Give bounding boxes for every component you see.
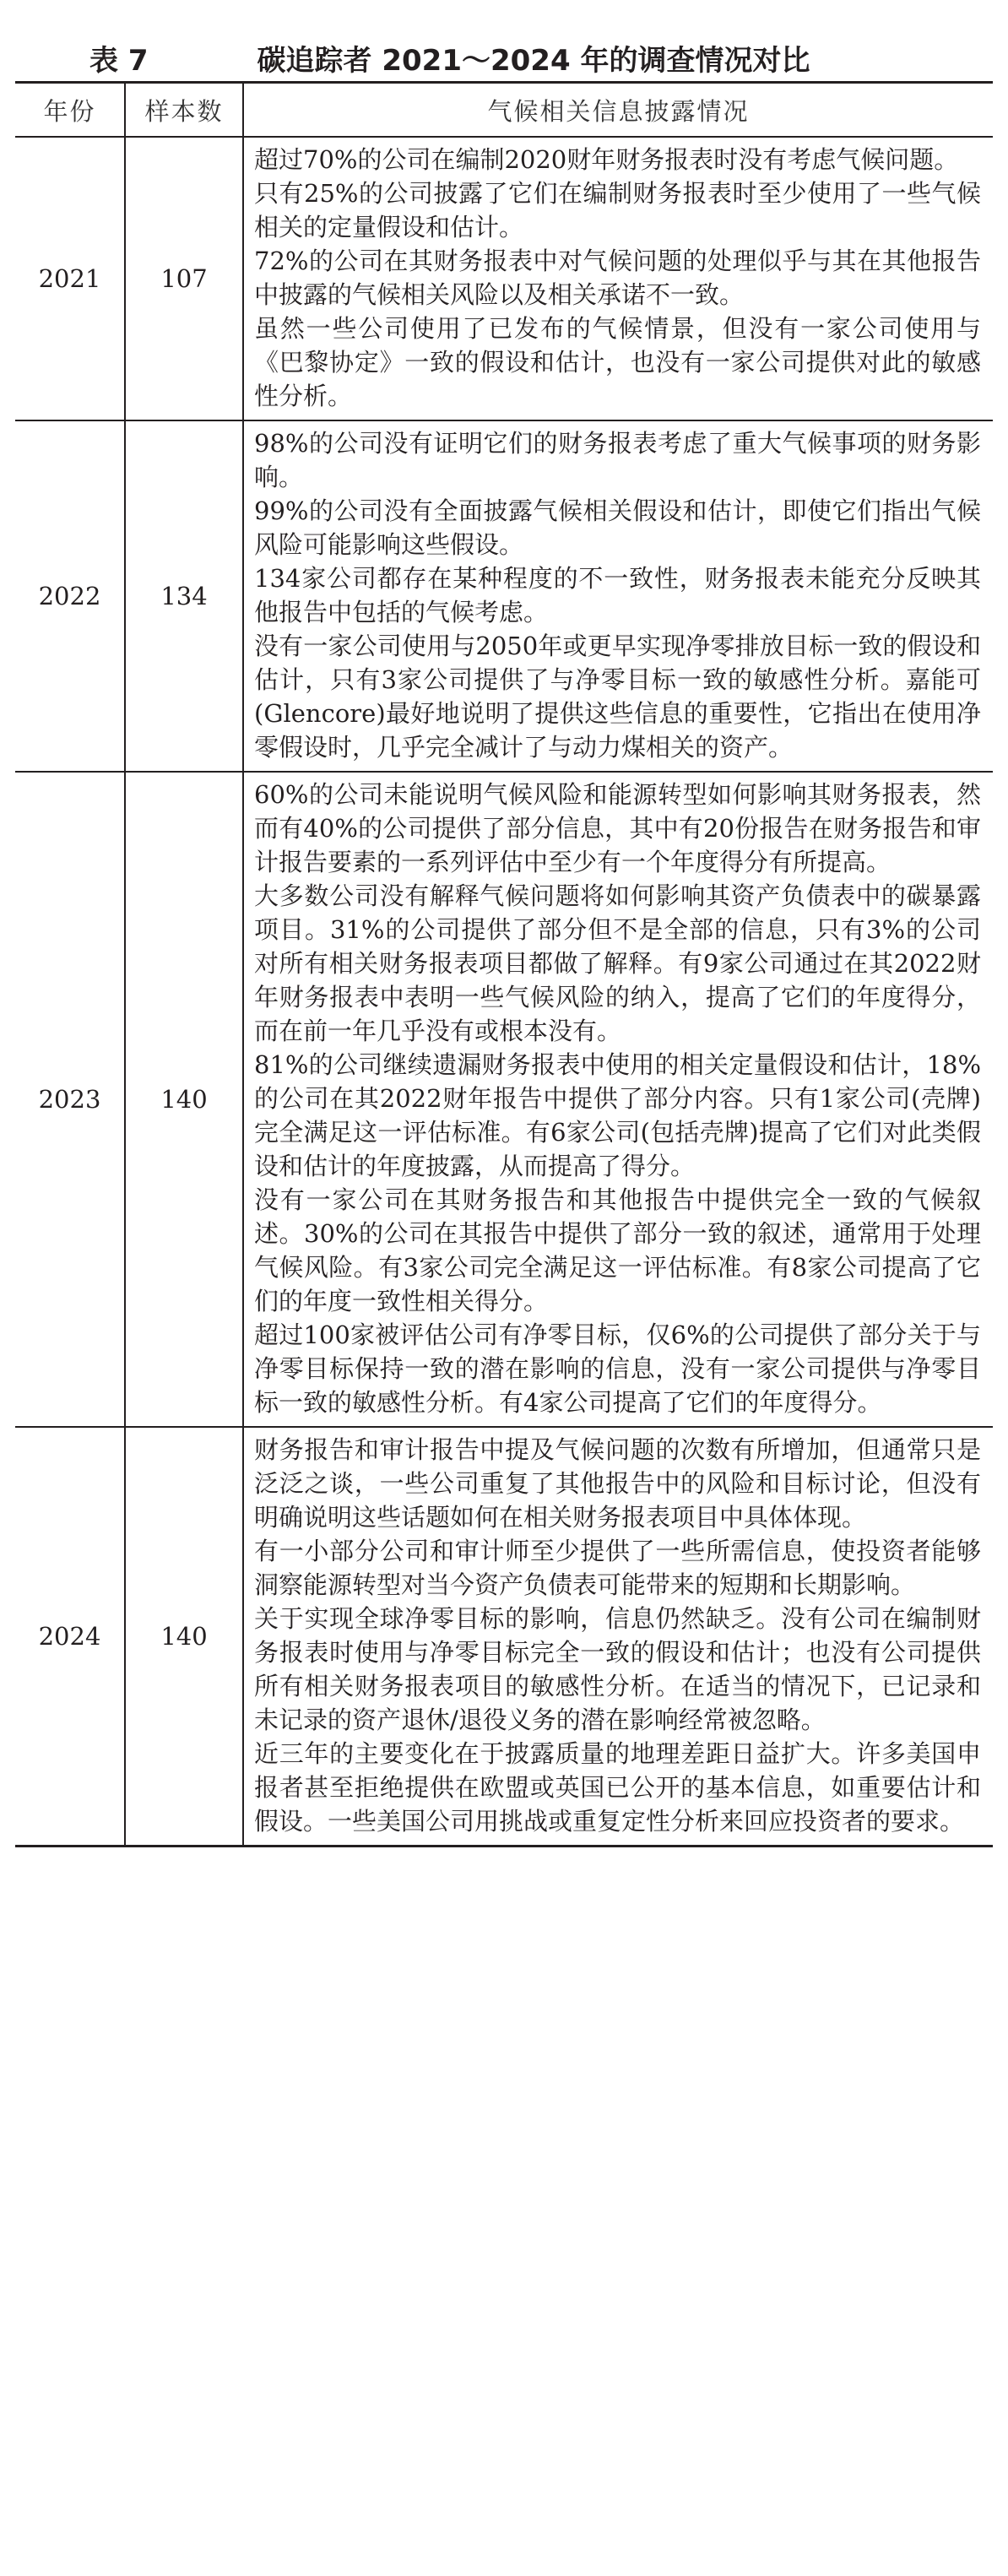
year-cell: 2022	[15, 420, 125, 772]
disclosure-paragraph: 72%的公司在其财务报表中对气候问题的处理似乎与其在其他报告中披露的气候相关风险以及相关承诺不一致。	[254, 247, 981, 309]
table-header-row	[15, 83, 993, 138]
disclosure-paragraph: 60%的公司未能说明气候风险和能源转型如何影响其财务报表，然而有40%的公司提供了部分信息，其中有20份报告在财务报告和审计报告要素的一系列评估中至少有一个年度得分有所提高。	[254, 780, 981, 876]
table-row	[15, 420, 993, 772]
table-row	[15, 137, 993, 420]
disclosure-paragraph: 没有一家公司在其财务报告和其他报告中提供完全一致的气候叙述。30%的公司在其报告中提供了部分一致的叙述，通常用于处理气候风险。有3家公司完全满足这一评估标准。有8家公司提高了它们的年度一致性相关得分。	[254, 1185, 981, 1315]
disclosure-cell	[243, 1427, 993, 1847]
header-sample-count: 样本数	[125, 83, 243, 138]
year-cell: 2024	[15, 1427, 125, 1847]
disclosure-paragraph: 关于实现全球净零目标的影响，信息仍然缺乏。没有公司在编制财务报表时使用与净零目标完全一致的假设和估计；也没有公司提供所有相关财务报表项目的敏感性分析。在适当的情况下，已记录和未记录的资产退休/退役义务的潜在影响经常被忽略。	[254, 1604, 981, 1734]
disclosure-paragraph: 近三年的主要变化在于披露质量的地理差距日益扩大。许多美国申报者甚至拒绝提供在欧盟或英国已公开的基本信息，如重要估计和假设。一些美国公司用挑战或重复定性分析来回应投资者的要求。	[254, 1739, 981, 1836]
disclosure-paragraph: 超过100家被评估公司有净零目标，仅6%的公司提供了部分关于与净零目标保持一致的潜在影响的信息，没有一家公司提供与净零目标一致的敏感性分析。有4家公司提高了它们的年度得分。	[254, 1321, 981, 1417]
disclosure-paragraph: 大多数公司没有解释气候问题将如何影响其资产负债表中的碳暴露项目。31%的公司提供了部分但不是全部的信息，只有3%的公司对所有相关财务报表项目都做了解释。有9家公司通过在其2022财年财务报表中表明一些气候风险的纳入，提高了它们的年度得分，而在前一年几乎没有或根本没有。	[254, 881, 981, 1045]
disclosure-paragraph: 只有25%的公司披露了它们在编制财务报表时至少使用了一些气候相关的定量假设和估计。	[254, 179, 981, 241]
disclosure-cell	[243, 137, 993, 420]
sample-count-cell: 140	[125, 1427, 243, 1847]
disclosure-paragraph: 98%的公司没有证明它们的财务报表考虑了重大气候事项的财务影响。	[254, 429, 981, 491]
header-year: 年份	[15, 83, 125, 138]
sample-count-cell: 107	[125, 137, 243, 420]
disclosure-paragraph: 有一小部分公司和审计师至少提供了一些所需信息，使投资者能够洞察能源转型对当今资产负债表可能带来的短期和长期影响。	[254, 1537, 981, 1599]
table-number: 表 7	[89, 44, 149, 78]
header-disclosure: 气候相关信息披露情况	[243, 83, 993, 138]
disclosure-paragraph: 虽然一些公司使用了已发布的气候情景，但没有一家公司使用与《巴黎协定》一致的假设和估计，也没有一家公司提供对此的敏感性分析。	[254, 314, 981, 410]
year-cell: 2023	[15, 772, 125, 1427]
sample-count-cell: 140	[125, 772, 243, 1427]
table-caption	[15, 25, 993, 81]
disclosure-cell	[243, 420, 993, 772]
sample-count-cell: 134	[125, 420, 243, 772]
table-row	[15, 1427, 993, 1847]
disclosure-paragraph: 99%的公司没有全面披露气候相关假设和估计，即使它们指出气候风险可能影响这些假设。	[254, 496, 981, 559]
disclosure-paragraph: 财务报告和审计报告中提及气候问题的次数有所增加，但通常只是泛泛之谈，一些公司重复了其他报告中的风险和目标讨论，但没有明确说明这些话题如何在相关财务报表项目中具体体现。	[254, 1435, 981, 1532]
year-cell: 2021	[15, 137, 125, 420]
disclosure-paragraph: 超过70%的公司在编制2020财年财务报表时没有考虑气候问题。	[254, 145, 959, 174]
disclosure-paragraph: 134家公司都存在某种程度的不一致性，财务报表未能充分反映其他报告中包括的气候考虑。	[254, 564, 981, 626]
comparison-table	[15, 81, 993, 1847]
table-title: 碳追踪者 2021～2024 年的调查情况对比	[257, 44, 810, 78]
table-row	[15, 772, 993, 1427]
disclosure-cell	[243, 772, 993, 1427]
disclosure-paragraph: 81%的公司继续遗漏财务报表中使用的相关定量假设和估计，18%的公司在其2022财年报告中提供了部分内容。只有1家公司(壳牌)完全满足这一评估标准。有6家公司(包括壳牌)提高了它们对此类假设和估计的年度披露，从而提高了得分。	[254, 1050, 981, 1180]
disclosure-paragraph: 没有一家公司使用与2050年或更早实现净零排放目标一致的假设和估计，只有3家公司提供了与净零目标一致的敏感性分析。嘉能可(Glencore)最好地说明了提供这些信息的重要性，它指出在使用净零假设时，几乎完全减计了与动力煤相关的资产。	[254, 632, 981, 762]
